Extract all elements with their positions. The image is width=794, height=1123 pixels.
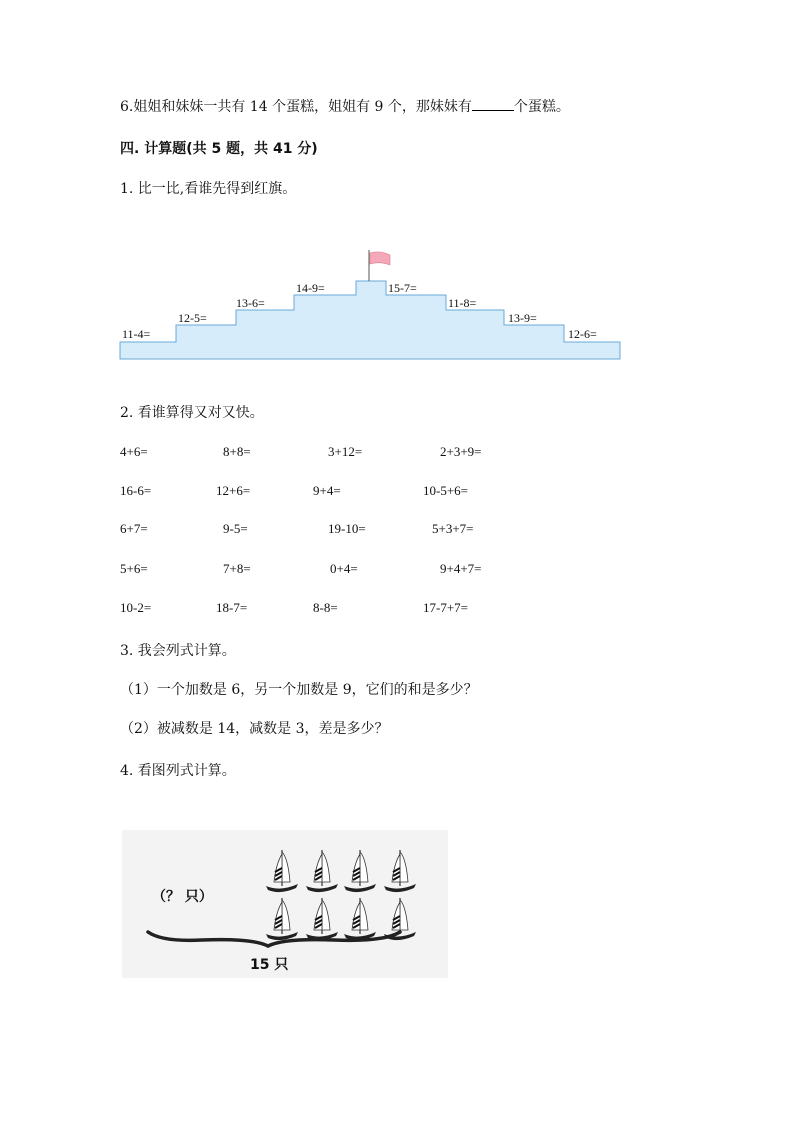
exercise: 8-8= — [313, 600, 338, 615]
exercise: 9+4= — [313, 483, 341, 498]
question-6 — [120, 96, 570, 116]
staircase-diagram — [118, 245, 622, 363]
exercise: 5+3+7= — [432, 521, 474, 536]
exercise: 17-7+7= — [423, 600, 468, 615]
red-flag-icon — [370, 252, 390, 265]
exercise: 10-2= — [120, 600, 152, 615]
exercise: 7+8= — [223, 561, 251, 576]
exercise: 6+7= — [120, 521, 148, 536]
exercise: 12+6= — [216, 483, 251, 498]
sailboat-icon — [306, 898, 338, 940]
sailboat-icon — [384, 850, 416, 892]
step-label: 12-6= — [568, 327, 597, 341]
problem-3-title: 3. 我会列式计算。 — [120, 643, 236, 659]
problem-2-title: 2. 看谁算得又对又快。 — [120, 405, 264, 421]
exercise: 3+12= — [328, 444, 363, 459]
step-label: 11-8= — [448, 296, 477, 310]
problem-3-q1: （1）一个加数是 6，另一个加数是 9，它们的和是多少？ — [120, 682, 478, 698]
step-label: 13-6= — [236, 296, 265, 310]
sailboat-icon — [344, 898, 376, 940]
sailboat-icon — [306, 850, 338, 892]
step-label: 14-9= — [296, 281, 325, 295]
exercise: 5+6= — [120, 561, 148, 576]
exercise: 2+3+9= — [440, 444, 482, 459]
exercise: 10-5+6= — [423, 483, 468, 498]
q6-text: 6.姐姐和妹妹一共有 14 个蛋糕，姐姐有 9 个，那妹妹有 — [120, 99, 472, 115]
problem-1-title: 1. 比一比,看谁先得到红旗。 — [120, 181, 297, 197]
step-label: 13-9= — [508, 311, 537, 325]
step-label: 15-7= — [388, 281, 417, 295]
unknown-count-label: （？ 只） — [152, 889, 213, 905]
sailboat-icon — [266, 850, 298, 892]
sailboat-icon — [344, 850, 376, 892]
exercise: 18-7= — [216, 600, 248, 615]
exercise: 9-5= — [223, 521, 248, 536]
exercise: 4+6= — [120, 444, 148, 459]
problem-3-q2: （2）被减数是 14，减数是 3，差是多少？ — [120, 721, 389, 737]
exercise: 16-6= — [120, 483, 152, 498]
q6-text-end: 个蛋糕。 — [513, 99, 570, 115]
problem-4-title: 4. 看图列式计算。 — [120, 763, 236, 779]
exercise: 0+4= — [330, 561, 358, 576]
total-count-label: 15 只 — [250, 957, 289, 973]
step-label: 11-4= — [122, 327, 151, 341]
step-label: 12-5= — [178, 311, 207, 325]
section-title: 四. 计算题(共 5 题，共 41 分) — [120, 141, 318, 157]
sailboat-icon — [266, 898, 298, 940]
exercise: 19-10= — [328, 521, 366, 536]
sailboat-figure — [122, 830, 448, 978]
exercise: 9+4+7= — [440, 561, 482, 576]
exercise: 8+8= — [223, 444, 251, 459]
answer-blank[interactable] — [472, 98, 514, 111]
